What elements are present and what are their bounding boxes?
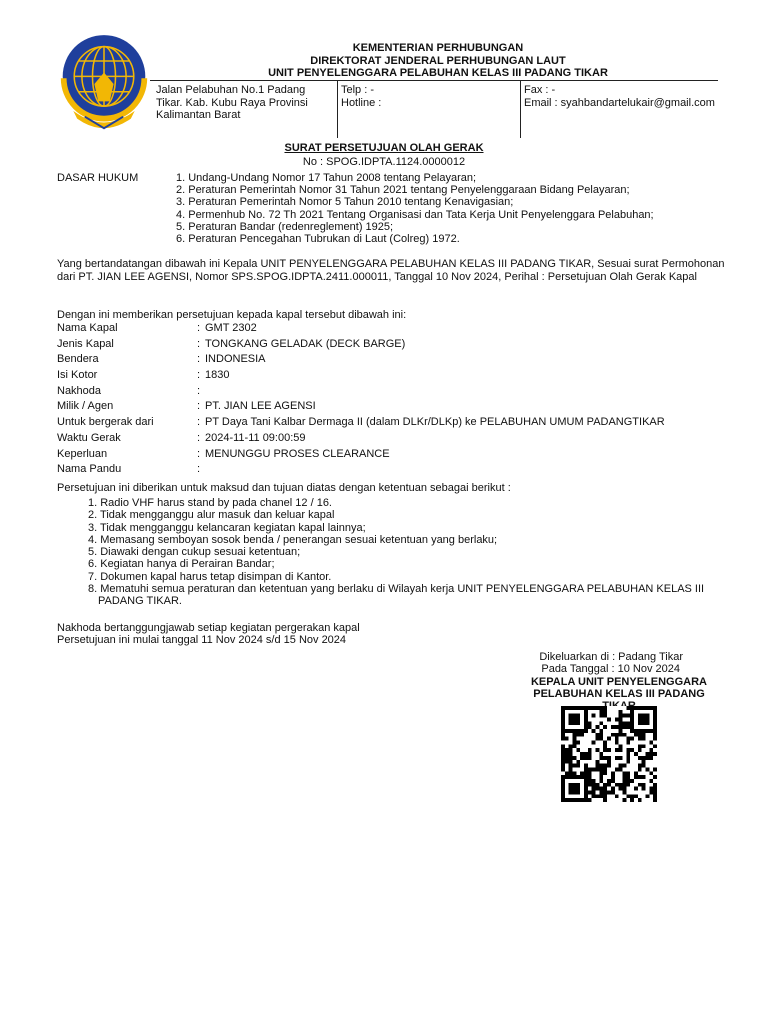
detail-value: PT Daya Tani Kalbar Dermaga II (dalam DLKr/DLKp) ke PELABUHAN UMUM PADANGTIKAR	[205, 416, 665, 429]
header-column-divider	[337, 81, 338, 138]
list-item: 2. Tidak mengganggu alur masuk dan keluar kapal	[88, 509, 335, 522]
unit-name: UNIT PENYELENGGARA PELABUHAN KELAS III PADANG TIKAR	[268, 67, 608, 79]
approval-intro: Dengan ini memberikan persetujuan kepada kapal tersebut dibawah ini:	[57, 309, 407, 321]
detail-label: Nama Kapal	[57, 322, 118, 334]
header-divider	[150, 80, 718, 81]
list-item: 8. Mematuhi semua peraturan dan ketentuan yang berlaku di Wilayah kerja UNIT PENYELENGGARA PELABUHAN KELAS III PADANG TIKAR.	[88, 583, 705, 608]
document-number: No : SPOG.IDPTA.1124.0000012	[302, 156, 466, 169]
detail-label: Nama Pandu	[57, 463, 122, 476]
detail-label: Nakhoda	[57, 384, 102, 397]
ministry-logo	[56, 34, 152, 136]
contact-fax-email	[524, 84, 715, 109]
detail-label: Milik / Agen	[57, 400, 114, 413]
detail-row	[57, 416, 665, 432]
address-line: Tikar. Kab. Kubu Raya Provinsi	[156, 96, 308, 109]
detail-separator: :	[197, 322, 201, 334]
detail-separator: :	[197, 416, 201, 429]
signature-block	[480, 651, 716, 712]
list-item: 1. Radio VHF harus stand by pada chanel 12 / 16.	[88, 497, 332, 509]
detail-separator: :	[197, 431, 201, 444]
hotline-text: Hotline :	[341, 96, 382, 109]
dasar-hukum-label: DASAR HUKUM	[57, 172, 139, 184]
list-item: 5. Diawaki dengan cukup sesuai ketentuan;	[88, 546, 301, 559]
address-line: Jalan Pelabuhan No.1 Padang	[156, 84, 306, 96]
list-item: 7. Dokumen kapal harus tetap disimpan di Kantor.	[88, 570, 332, 583]
detail-separator: :	[197, 337, 201, 350]
detail-value: 1830	[205, 369, 230, 382]
detail-row	[57, 463, 665, 479]
conditions-list	[88, 497, 728, 608]
contact-phone	[341, 84, 381, 109]
detail-value: TONGKANG GELADAK (DECK BARGE)	[205, 337, 406, 350]
document-title-block	[0, 142, 768, 169]
detail-separator: :	[197, 384, 201, 397]
office-address	[156, 84, 308, 122]
list-item: 6. Peraturan Pencegahan Tubrukan di Laut (Colreg) 1972.	[176, 232, 460, 245]
detail-value: GMT 2302	[205, 322, 257, 334]
list-item: 4. Permenhub No. 72 Th 2021 Tentang Organisasi dan Tata Kerja Unit Penyelenggara Pelabuhan;	[176, 208, 654, 221]
detail-separator: :	[197, 463, 201, 476]
fax-text: Fax : -	[524, 84, 556, 96]
detail-label: Isi Kotor	[57, 369, 98, 382]
letterhead-titles	[200, 42, 676, 80]
detail-separator: :	[197, 400, 201, 413]
list-item: 5. Peraturan Bandar (redenreglement) 1925;	[176, 220, 394, 233]
detail-value: 2024-11-11 09:00:59	[205, 431, 306, 444]
detail-row	[57, 338, 665, 354]
detail-separator: :	[197, 369, 201, 382]
statement-paragraph: Yang bertandatangan dibawah ini Kepala UNIT PENYELENGGARA PELABUHAN KELAS III PADANG TIKAR, Sesuai surat Permohonan dari PT. JIAN LEE AGENSI, Nomor SPS.SPOG.IDPTA.2411.000011, Tanggal 10 Nov 2024, Perihal : Persetujuan Olah Gerak Kapal	[57, 258, 725, 283]
qr-code	[559, 706, 659, 802]
email-text: Email : syahbandartelukair@gmail.com	[524, 96, 715, 109]
detail-label: Keperluan	[57, 447, 108, 460]
signatory-office: PELABUHAN KELAS III PADANG	[533, 687, 705, 700]
detail-row	[57, 400, 665, 416]
closing-statements	[57, 622, 360, 647]
list-item: 4. Memasang semboyan sosok benda / penerangan sesuai ketentuan yang berlaku;	[88, 533, 498, 546]
detail-separator: :	[197, 447, 201, 460]
conditions-intro: Persetujuan ini diberikan untuk maksud dan tujuan diatas dengan ketentuan sebagai berikut :	[57, 482, 511, 494]
detail-label: Untuk bergerak dari	[57, 416, 154, 429]
detail-separator: :	[197, 353, 201, 366]
detail-label: Bendera	[57, 353, 99, 366]
address-line: Kalimantan Barat	[156, 109, 241, 121]
ship-details	[57, 322, 665, 479]
detail-value: INDONESIA	[205, 353, 266, 366]
directorate-name: DIREKTORAT JENDERAL PERHUBUNGAN LAUT	[310, 54, 566, 67]
detail-row	[57, 432, 665, 448]
telp-text: Telp : -	[341, 84, 375, 96]
detail-row	[57, 353, 665, 369]
closing-line: Nakhoda bertanggungjawab setiap kegiatan pergerakan kapal	[57, 622, 360, 634]
detail-label: Waktu Gerak	[57, 431, 121, 444]
list-item: 3. Peraturan Pemerintah Nomor 5 Tahun 2010 tentang Kenavigasian;	[176, 196, 514, 209]
list-item: 6. Kegiatan hanya di Perairan Bandar;	[88, 558, 275, 571]
ministry-name: KEMENTERIAN PERHUBUNGAN	[352, 42, 524, 54]
detail-value: MENUNGGU PROSES CLEARANCE	[205, 447, 390, 460]
detail-row	[57, 385, 665, 401]
detail-row	[57, 448, 665, 464]
header-column-divider	[520, 81, 521, 138]
closing-line: Persetujuan ini mulai tanggal 11 Nov 2024 s/d 15 Nov 2024	[57, 634, 347, 647]
detail-label: Jenis Kapal	[57, 337, 114, 350]
dasar-hukum-list	[176, 172, 654, 245]
list-item: 1. Undang-Undang Nomor 17 Tahun 2008 tentang Pelayaran;	[176, 172, 477, 184]
list-item: 3. Tidak mengganggu kelancaran kegiatan kapal lainnya;	[88, 521, 366, 534]
list-item: 2. Peraturan Pemerintah Nomor 31 Tahun 2021 tentang Penyelenggaraan Bidang Pelayaran;	[176, 184, 630, 197]
detail-row	[57, 369, 665, 385]
issued-at: Dikeluarkan di : Padang Tikar	[539, 651, 683, 663]
detail-value: PT. JIAN LEE AGENSI	[205, 400, 316, 413]
document-title: SURAT PERSETUJUAN OLAH GERAK	[284, 142, 484, 154]
issued-date: Pada Tanggal : 10 Nov 2024	[541, 663, 680, 676]
detail-row	[57, 322, 665, 338]
signatory-title: KEPALA UNIT PENYELENGGARA	[530, 675, 707, 688]
